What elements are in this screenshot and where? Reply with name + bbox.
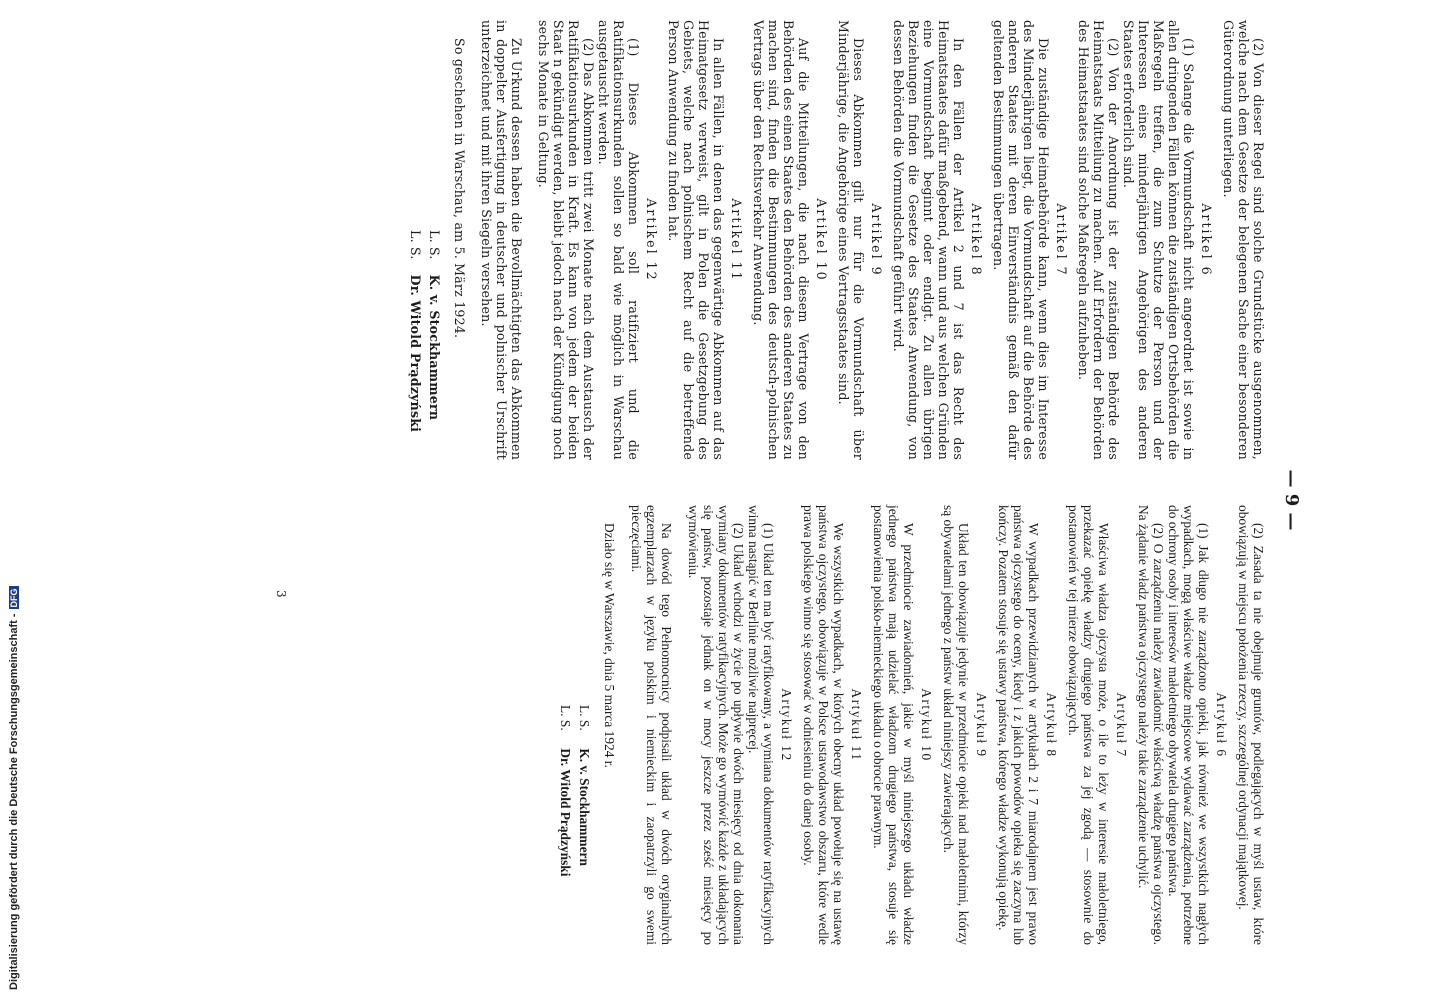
german-article-12-title: Artikel 12: [644, 198, 659, 282]
polish-article-6-title: Artykuł 6: [1214, 692, 1229, 758]
polish-article-9-para-1: Układ ten obowiązuje jedynie w przedmiocie opieki nad małoletnimi, którzy są obywatelami jednego z państw układ niniejszy zawierających.: [941, 505, 971, 945]
german-article-11-title: Artikel 11: [729, 198, 744, 282]
signatory-name: K. v. Stockhammern: [427, 274, 442, 421]
polish-closing: Na dowód tego Pełnomocnicy podpisali układ w dwóch oryginalnych egzemplarzach w języku polskim i niemieckim i zaopatrzyli go swemi pieczęciami.: [629, 505, 674, 945]
german-signature-1: [427, 20, 442, 460]
german-article-7-title: Artikel 7: [1054, 203, 1069, 277]
polish-article-6-para-2: (2) O zarządzeniu należy zawiadomić właściwą władzę państwa ojczystego. Na żądanie władz państwa ojczystego należy takie zarządzenie uchylić.: [1136, 505, 1166, 945]
footer-text: Digitalisierung gefördert durch die Deutsche Forschungsgemeinschaft -: [8, 613, 20, 990]
polish-article-8-para-1: W wypadkach przewidzianych w artykułach 2 i 7 miarodajnem jest prawo państwa ojczystego do oceny, kiedy i z jakich powodów opieka się zaczyna lub kończy. Pozatem stosuje się ustawy państwa, którego władze wykonują opiekę.: [996, 505, 1041, 945]
german-article-12-para-2: (2) Das Abkommen tritt zwei Monate nach dem Austausch der Ratifikationsurkunden in Kraft. Es kann von jedem der beiden Staat n gekündigt werden, bleibt jedoch nach der Kündigung noch sechs Monate in Geltung.: [536, 20, 596, 460]
polish-article-11-title: Artykuł 11: [849, 688, 864, 762]
german-article-9-title: Artikel 9: [869, 203, 884, 277]
signatory-name: K. v. Stockhammern: [577, 748, 592, 866]
polish-date: Działo się w Warszawie, dnia 5 marca 1924 r.: [602, 523, 617, 768]
german-intro: (2) Von dieser Regel sind solche Grundstücke ausgenommen, welche nach dem Gesetze der belegenen Sache einer besonderen Güterordnung unterliegen.: [1221, 20, 1266, 460]
german-signature-2: [408, 20, 423, 460]
german-article-6-title: Artikel 6: [1199, 203, 1214, 277]
polish-article-7-para-1: Właściwa władza ojczysta może, o ile to leży w interesie małoletniego, przekazać opiekę władzy drugiego państwa za jej zgodą — stosownie do postanowień w tej mierze obowiązujących.: [1066, 505, 1111, 945]
german-closing: Zu Urkund dessen haben die Bevollmächtigten das Abkommen in doppelter Ausfertigung in deutscher und polnischer Urschrift unterzeichnet und mit ihren Siegeln versehen.: [479, 20, 524, 460]
german-article-7-para-1: Die zuständige Heimatbehörde kann, wenn dies im Interesse des Minderjährigen liegt, die Vormundschaft auf die Behörde des anderen Staates mit deren Einverständnis gemäß den dafür geltenden Bestimmungen übertragen.: [991, 20, 1051, 460]
german-article-10-para-1: Auf die Mitteilungen, die nach diesem Vertrage von den Behörden des einen Staates den Behörden des anderen Staates zu machen sind, finden die Bestimmungen des deutsch-polnischen Vertrags über den Rechtsverkehr Anwendung.: [751, 20, 811, 460]
polish-article-10-para-1: W przedmiocie zawiadomień, jakie w myśl niniejszego układu władze jednego państwa mają udzielać władzom drugiego państwa, stosuje się postanowienia polsko-niemieckiego układu o obrocie prawnym.: [871, 505, 916, 945]
german-article-11-para-1: In allen Fällen, in denen das gegenwärtige Abkommen auf das Heimatgesetz verweist, gilt in Polen die Gesetzgebung des Gebiets, welche nach polnischem Recht auf die betreffende Person Anwendung zu finden hat.: [666, 20, 726, 460]
german-article-9-para-1: Dieses Abkommen gilt nur für die Vormundschaft über Minderjährige, die Angehörige eines Vertragsstaates sind.: [836, 20, 866, 460]
polish-article-12-title: Artykuł 12: [779, 688, 794, 762]
polish-article-7-title: Artykuł 7: [1114, 692, 1129, 758]
seal-mark: L. S.: [427, 230, 442, 260]
polish-article-12-para-2: (2) Układ wchodzi w życie po upływie dwóch miesięcy od dnia dokonania wymiany dokumentów ratyfikacyjnych. Może go wymówić każde z układających się państw, pozostaje jednak on w mocy jeszcze przez sześć miesięcy po wymówieniu.: [686, 505, 746, 945]
german-article-10-title: Artikel 10: [814, 198, 829, 282]
digitization-footer: [8, 590, 20, 990]
signatory-name: Dr. Witold Prądzyński: [408, 274, 423, 433]
german-article-6-para-2: (2) Von der Anordnung ist der zuständigen Behörde des Heimatstaats Mitteilung zu machen. Auf Erfordern der Behörden des Heimatstaates sind solche Maßregeln aufzuheben.: [1076, 20, 1121, 460]
polish-column: [558, 505, 1266, 945]
signatory-name: Dr. Witold Prądzyński: [558, 748, 573, 877]
page-number: — 9 —: [1281, 469, 1302, 531]
seal-mark: L. S.: [558, 705, 573, 731]
polish-intro: (2) Zasada ta nie obejmuje gruntów, podlegających w myśl ustaw, które obowiązują w miejscu położenia rzeczy, szczególnej ordynacji majątkowej.: [1236, 505, 1266, 945]
polish-article-12-para-1: (1) Układ ten ma być ratyfikowany, a wymiana dokumentów ratyfikacyjnych winna nastąpić w Berlinie możliwie najpręcej.: [746, 505, 776, 945]
dfg-logo-icon: DFG: [9, 588, 19, 608]
polish-signature-1: [577, 505, 592, 945]
polish-article-11-para-1: We wszystkich wypadkach, w których obecny układ powołuje się na ustawę państwa ojczystego, obowiązuje w Polsce ustawodawstwo obszaru, które wedle prawa polskiego winno się stosować w odniesieniu do danej osoby.: [801, 505, 846, 945]
polish-article-10-title: Artykuł 10: [919, 688, 934, 762]
polish-article-8-title: Artykuł 8: [1044, 692, 1059, 758]
polish-signature-2: [558, 505, 573, 945]
german-article-8-para-1: In den Fällen der Artikel 2 und 7 ist das Recht des Heimatstaates dafür maßgebend, wann und aus welchen Gründen eine Vormundschaft beginnt oder endigt. Zu allen übrigen Beziehungen finden die Gesetze des Staates Anwendung, von dessen Behörden die Vormundschaft geführt wird.: [891, 20, 966, 460]
polish-article-9-title: Artykuł 9: [974, 692, 989, 758]
german-article-12-para-1: (1) Dieses Abkommen soll ratifiziert und die Ratifikationsurkunden sollen so bald wie möglich in Warschau ausgetauscht werden.: [596, 20, 641, 460]
seal-mark: L. S.: [577, 705, 592, 731]
german-article-8-title: Artikel 8: [969, 203, 984, 277]
seal-mark: L. S.: [408, 230, 423, 260]
polish-article-6-para-1: (1) Jak długo nie zarządzono opieki, jak również we wszystkich nagłych wypadkach, mogą właściwe władze miejscowe wydawać zarządzenia, potrzebne do ochrony osoby i interesów małoletniego obywatela drugiego państwa.: [1166, 505, 1211, 945]
german-column: [408, 20, 1266, 460]
german-article-6-para-1: (1) Solange die Vormundschaft nicht angeordnet ist sowie in allen dringenden Fällen können die zuständigen Ortsbehörden die Maßregeln treffen, die zum Schutze der Person und der Interessen eines minderjährigen Angehörigen des anderen Staates erforderlich sind.: [1121, 20, 1196, 460]
sheet-number: 3: [274, 590, 288, 598]
german-date: So geschehen in Warschau, am 5. März 1924.: [452, 38, 467, 339]
